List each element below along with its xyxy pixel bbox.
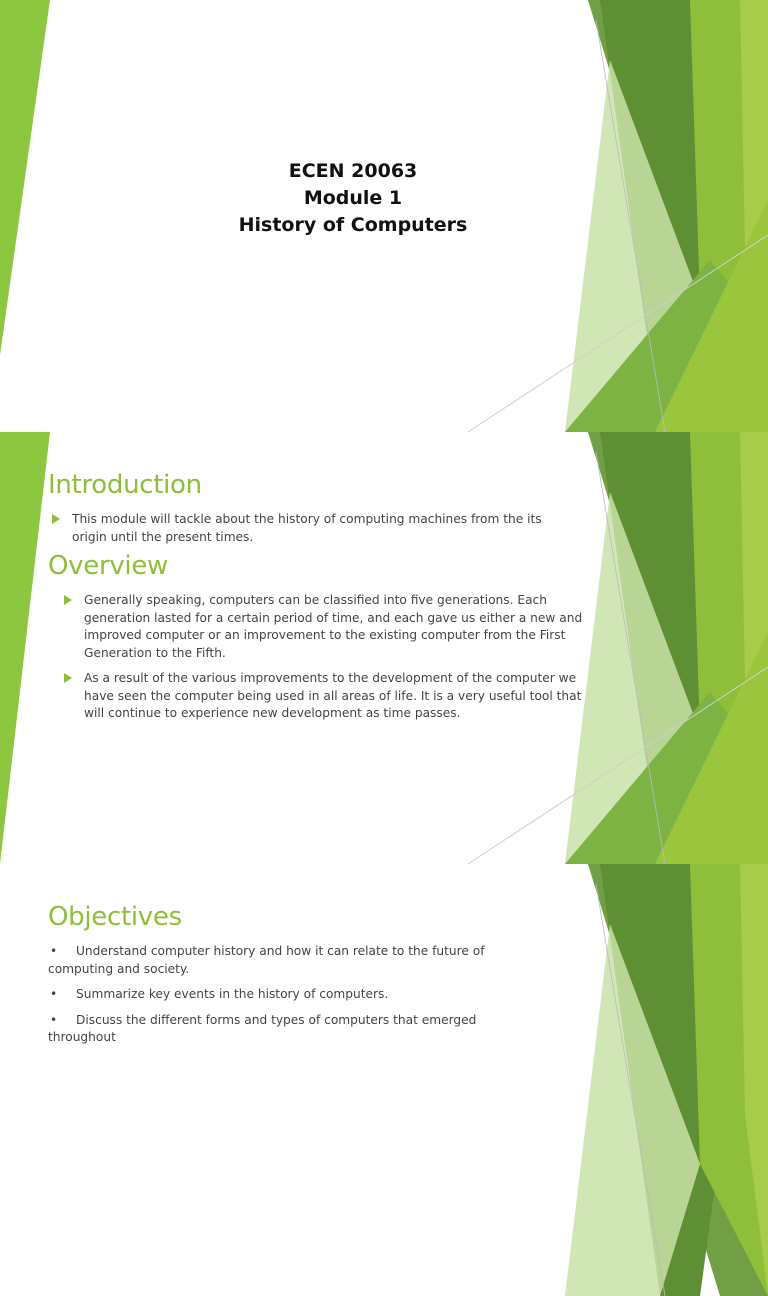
module-number: Module 1: [303, 187, 403, 209]
bullet-dot-icon: •: [50, 987, 58, 1001]
list-item: This module will tackle about the history of computing machines from the its origin until the present times.: [50, 511, 580, 546]
overview-list: [62, 592, 592, 731]
list-item: As a result of the various improvements to the development of the computer we have seen the computer being used in all areas of life. It is a very useful tool that will continue to experience new development as time passes.: [62, 670, 592, 723]
bullet-dot-icon: •: [50, 944, 58, 958]
objectives-list: [48, 943, 548, 1055]
introduction-slide: [0, 432, 768, 864]
list-item: • Understand computer history and how it can relate to the future of computing and society.: [48, 944, 485, 976]
introduction-list: [50, 511, 580, 554]
list-item: • Discuss the different forms and types of computers that emerged throughout: [48, 1012, 477, 1044]
objectives-heading: Objectives: [48, 902, 182, 932]
overview-heading: Overview: [48, 551, 169, 581]
introduction-heading: Introduction: [48, 470, 202, 500]
bullet-dot-icon: •: [50, 1012, 58, 1027]
course-code: ECEN 20063: [288, 160, 418, 182]
triangle-bullet-icon: [64, 595, 72, 605]
triangle-bullet-icon: [64, 673, 72, 683]
triangle-bullet-icon: [52, 514, 60, 524]
title-block: [150, 158, 556, 239]
objectives-slide: [0, 864, 768, 1296]
list-item: Generally speaking, computers can be classified into five generations. Each generation lasted for a certain period of time, and each gave us either a new and improved computer or an improvement to the existing computer from the First Generation to the Fifth.: [62, 592, 592, 662]
title-slide: [0, 0, 768, 432]
list-item: • Summarize key events in the history of computers.: [48, 986, 548, 1004]
module-title: History of Computers: [238, 214, 468, 236]
